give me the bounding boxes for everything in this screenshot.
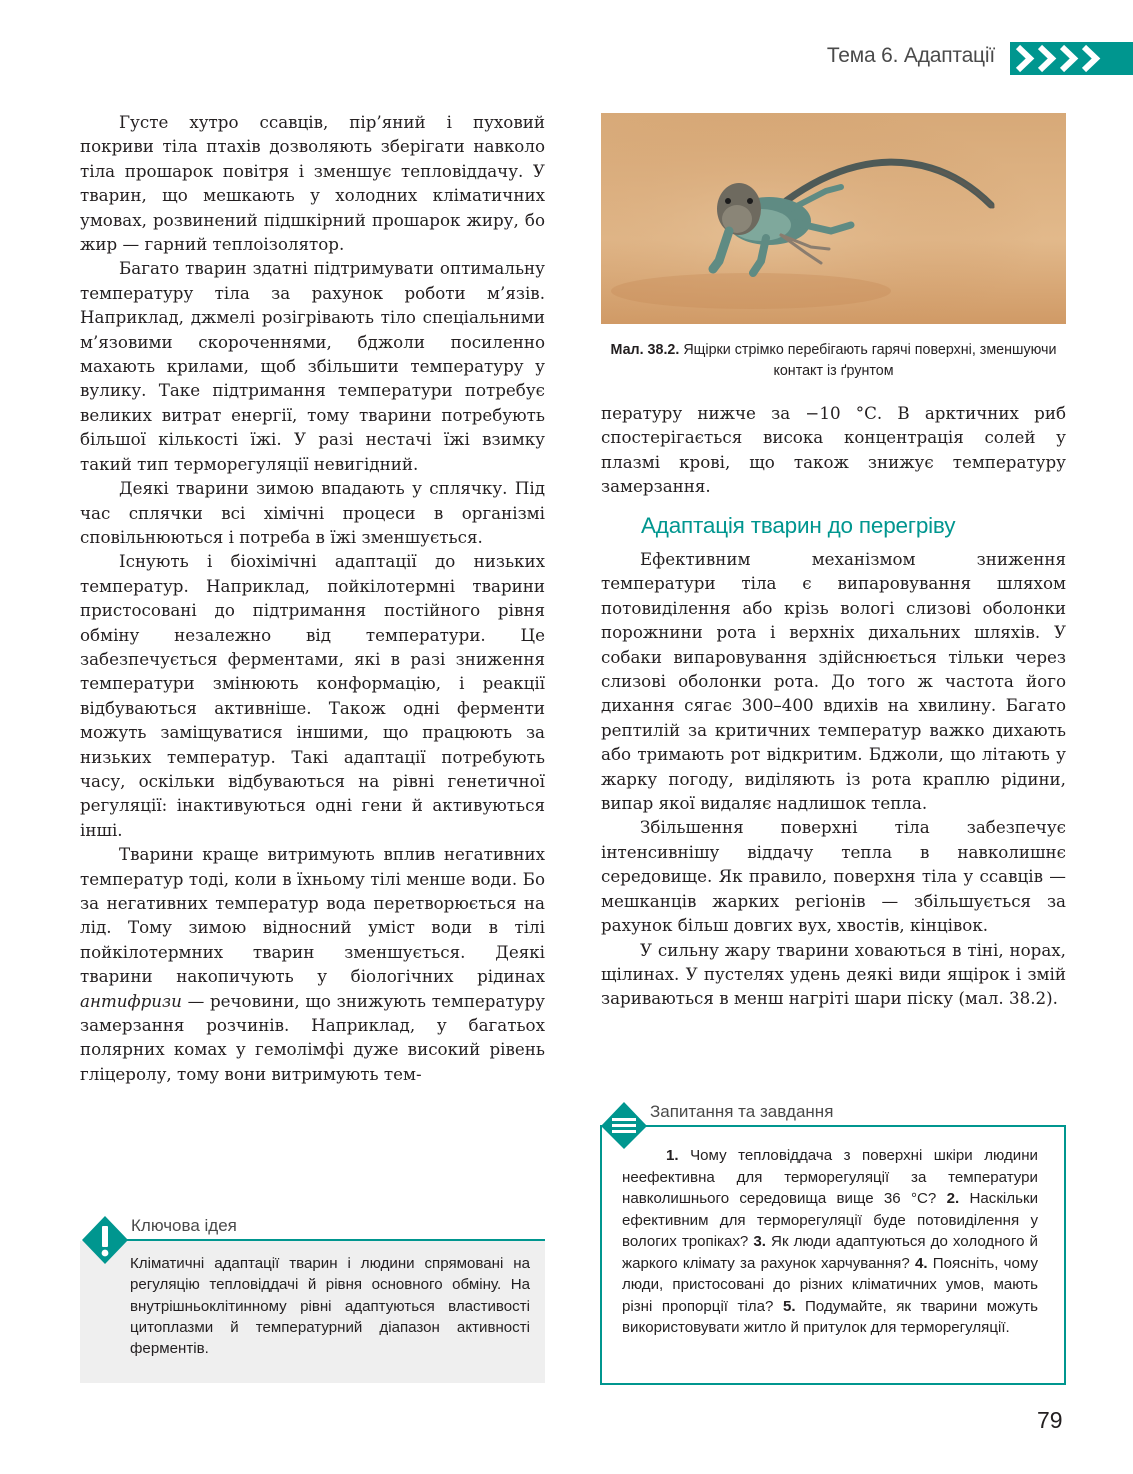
questions-box — [600, 1102, 1066, 1383]
triple-chevron-right-icon — [1010, 42, 1133, 75]
question: Як люди адаптуються до холодного й жаркого клімату за рахунок харчування? — [622, 1233, 1038, 1272]
question: Поясніть, чому люди, пристосовані до різних кліматичних умов, мають різні пропорції тіла? — [622, 1254, 1038, 1315]
questions-frame — [600, 1125, 1066, 1385]
paragraph: Деякі тварини зимою впадають у сплячку. Під час сплячки всі хімічні процеси в організмі сповільнюються і потреба в їжі зменшується. — [80, 478, 545, 547]
question: Подумайте, як тварини можуть використовувати житло й притулок для терморегуляції. — [622, 1297, 1039, 1336]
question: Чому тепловіддача з поверхні шкіри людини неефективна для терморегуляції за температури навколишнього середовища вище 36 °С? — [622, 1147, 1038, 1207]
chapter-title: Тема 6. Адаптації — [826, 44, 995, 67]
paragraph: Багато тварин здатні підтримувати оптимальну температуру тіла за рахунок роботи м’язів. Наприклад, джмелі розігрівають тіло спеціальними м’язовими скороченнями, бджоли посиленно махають крилами, щоб збільшити температуру у вулику. Таке підтримання температури потребує великих витрат енергії, тому тварини потребують більшої кількості їжі. У разі нестачі їжі взимку такий тип терморегуляції невигідний. — [80, 258, 545, 474]
question-number: 5. — [782, 1297, 796, 1315]
question-number: 4. — [914, 1254, 928, 1272]
left-column — [80, 110, 545, 1086]
term-antifreeze: антифризи — [80, 990, 182, 1011]
figure-caption — [601, 340, 1066, 382]
question-number: 3. — [753, 1233, 766, 1250]
lizard-photo — [601, 113, 1066, 324]
question-number: 1. — [666, 1147, 679, 1164]
question: Наскільки ефективним для терморегуляції буде потовиділення у вологих тропіках? — [622, 1190, 1038, 1250]
section-heading: Адаптація тварин до перегріву — [641, 513, 956, 538]
exclamation-icon — [80, 1216, 130, 1266]
text-run: — речовини, що знижують температуру замерзання розчинів. Наприклад, у багатьох полярних комах у гемолімфі дуже високий рівень гліцеролу, тому вони витримують тем- — [80, 990, 545, 1084]
caption-label: Мал. 38.2. — [610, 342, 680, 358]
list-lines-icon — [600, 1102, 648, 1150]
key-idea-title: Ключова ідея — [131, 1216, 237, 1235]
paragraph: Ефективним механізмом зниження температури тіла є випаровування шляхом потовиділення або крізь вологі слизові оболонки порожнини рота і верхніх дихальних шляхів. У собаки випаровування здійснюється тільки через слизові оболонки рота. До того ж частота його дихання сягає 300–400 вдихів на хвилину. Багато рептилій за критичних температур важко дихають або тримають рот відкритим. Бджоли, що літають у жарку погоду, виділяють із рота краплю рідини, випар якої видаляє надлишок тепла. — [601, 549, 1066, 814]
key-idea-body — [80, 1241, 545, 1383]
right-column-top — [601, 401, 1066, 499]
paragraph — [80, 842, 545, 1086]
questions-text — [622, 1145, 1038, 1339]
key-idea-box — [80, 1216, 545, 1383]
right-column-body — [601, 547, 1066, 1011]
paragraph: пературу нижче за −10 °С. В арктичних риб спостерігається висока концентрація солей у плазмі крові, що також знижує температуру замерзання. — [601, 403, 1066, 497]
caption-text: Ящірки стрімко перебігають гарячі поверхні, зменшуючи контакт із ґрунтом — [679, 342, 1057, 379]
key-idea-text: Кліматичні адаптації тварин і людини спрямовані на регуляцію тепловіддачі й рівня основного обміну. На внутрішньоклітинному рівні адаптуються властивості цитоплазми й температурний діапазон активності ферментів. — [130, 1255, 530, 1358]
paragraph: Збільшення поверхні тіла забезпечує інтенсивнішу віддачу тепла в навколишнє середовище. Як правило, поверхня тіла у ссавців — мешканців жарких регіонів — збільшується за рахунок більш довгих вух, хвостів, кінцівок. — [601, 817, 1066, 936]
paragraph: Густе хутро ссавців, пір’яний і пуховий покриви тіла птахів дозволяють зберігати навколо тіла прошарок повітря і зменшує тепловіддачу. У тварин, що мешкають у холодних кліматичних умовах, розвинений підшкірний прошарок жиру, бо жир — гарний теплоізолятор. — [80, 112, 545, 255]
page-number: 79 — [1037, 1407, 1063, 1433]
paragraph: У сильну жару тварини ховаються в тіні, норах, щілинах. У пустелях удень деякі види ящірок і змій зариваються в менш нагріті шари піску (мал. 38.2). — [601, 939, 1066, 1009]
text-run: Тварини краще витримують вплив негативних температур тоді, коли в їхньому тілі менше води. Бо за негативних температур вода перетворюється на лід. Тому зимою відносний уміст води в тілі пойкілотермних тварин зменшується. Деякі тварини накопичують у біологічних рідинах — [80, 844, 545, 987]
questions-title: Запитання та завдання — [650, 1102, 834, 1121]
paragraph: Існують і біохімічні адаптації до низьких температур. Наприклад, пойкілотермні тварини пристосовані до підтримання постійного рівня обміну незалежно від температури. Це забезпечується ферментами, які в разі зниження температури змінюють конформацію, і реакції відбуваються активніше. Також одні ферменти можуть заміщуватися іншими, що працюють за низьких температур. Такі адаптації потребують часу, оскільки відбуваються на рівні генетичної регуляції: інактивуються одні гени й активуються інші. — [80, 551, 545, 840]
question-number: 2. — [946, 1190, 960, 1207]
